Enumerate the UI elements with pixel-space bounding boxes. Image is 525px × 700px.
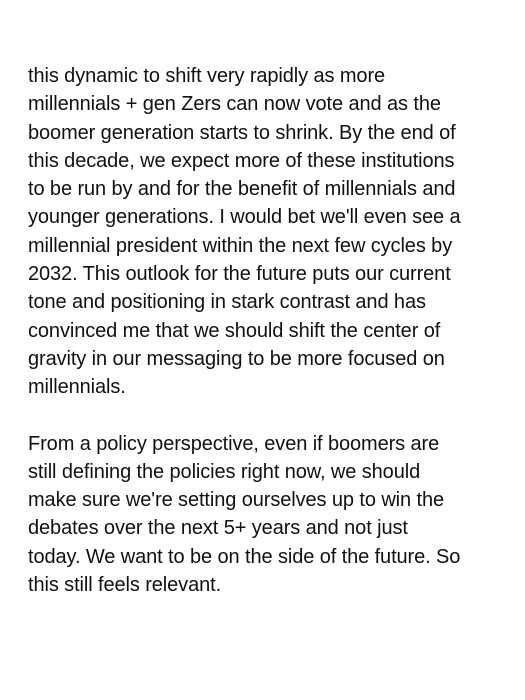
text-line: millennials + gen Zers can now vote and as the xyxy=(28,93,441,116)
text-line: this dynamic to shift very rapidly as more xyxy=(28,65,386,87)
text-line: millennials. xyxy=(28,376,126,399)
text-line: convinced me that we should shift the center of xyxy=(28,319,441,342)
text-line: 2032. This outlook for the future puts our current xyxy=(28,263,451,286)
paragraph-policy-perspective xyxy=(28,430,518,600)
text-line: From a policy perspective, even if boomers are xyxy=(28,432,440,455)
text-line: millennial president within the next few cycles by xyxy=(28,234,453,257)
text-line: debates over the next 5+ years and not just xyxy=(28,517,408,540)
text-line: still defining the policies right now, we should xyxy=(28,460,421,483)
text-line: make sure we're setting ourselves up to win the xyxy=(28,489,444,512)
text-line: boomer generation starts to shrink. By the end of xyxy=(28,121,456,144)
text-line: tone and positioning in stark contrast and has xyxy=(28,291,426,314)
text-line: this still feels relevant. xyxy=(28,574,222,597)
text-line: gravity in our messaging to be more focused on xyxy=(28,347,445,370)
document-body xyxy=(28,62,518,599)
text-line: today. We want to be on the side of the future. So xyxy=(28,545,461,568)
paragraph-millennial-shift xyxy=(28,62,518,402)
text-line: to be run by and for the benefit of millennials and xyxy=(28,178,456,201)
text-line: this decade, we expect more of these institutions xyxy=(28,149,455,172)
text-line: younger generations. I would bet we'll even see a xyxy=(28,206,461,229)
